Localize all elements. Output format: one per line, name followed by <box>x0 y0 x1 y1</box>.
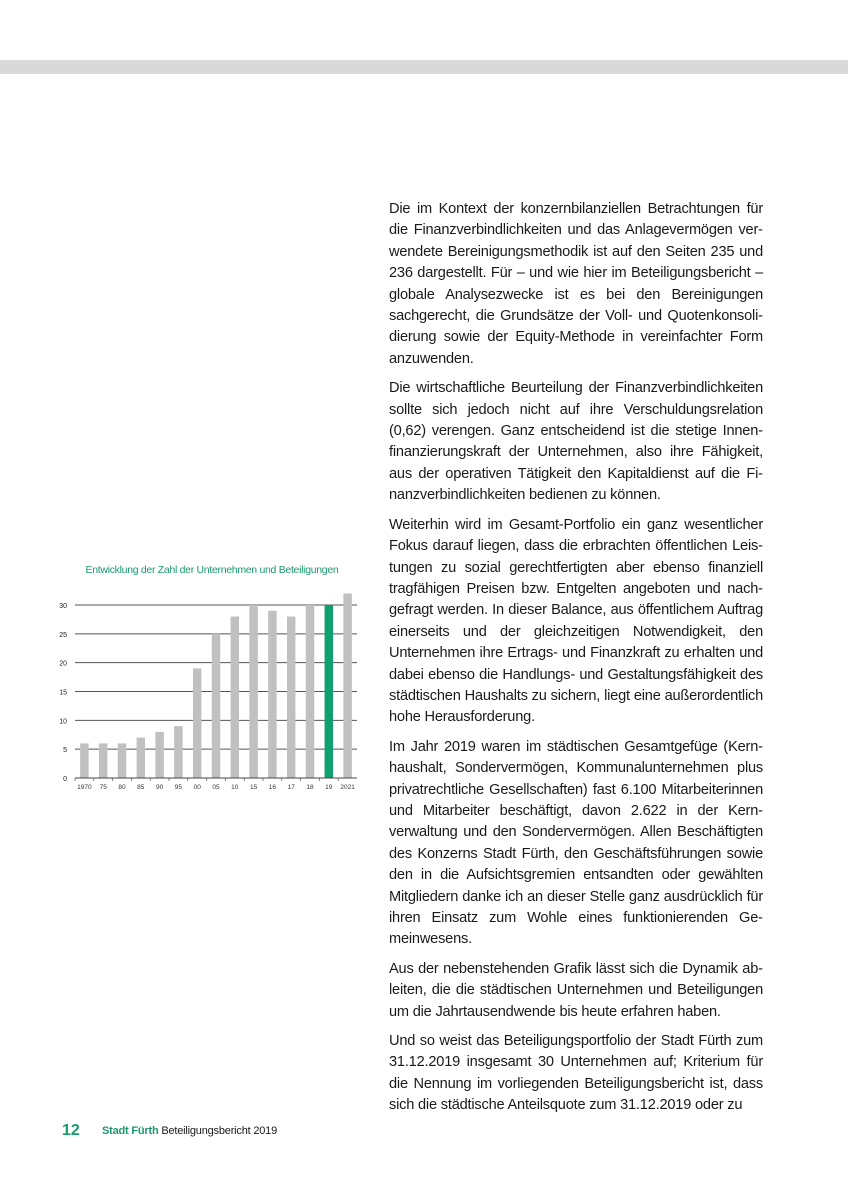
footer-report-name: Beteiligungsbericht 2019 <box>161 1125 278 1137</box>
x-tick-label: 15 <box>249 784 258 791</box>
x-tick-label: 00 <box>193 784 201 791</box>
x-tick-label: 1970 <box>77 784 92 791</box>
x-tick-label: 19 <box>325 784 333 791</box>
footer-brand: Stadt Fürth <box>102 1125 159 1137</box>
x-tick-label: 10 <box>231 784 239 791</box>
bar <box>80 743 88 778</box>
page-number: 12 <box>62 1122 80 1139</box>
bar <box>231 617 239 778</box>
paragraph: Die wirtschaftliche Beurteilung der Finanzverbindlichkeiten sollte sich jedoch nicht auf ihre Verschuldungsrelation (0,62) verengen. Ganz entscheidend ist die stetige Innenfinanzierungskraft der Unternehmen, also ihre Fähigkeit, aus der operativen Tätigkeit den Kapitaldienst auf die Finanzverbindlichkeiten bedienen zu können. <box>389 380 763 504</box>
y-tick-label: 10 <box>59 718 67 726</box>
bar <box>155 732 163 778</box>
x-tick-label: 90 <box>155 784 164 791</box>
bar <box>268 611 276 778</box>
x-tick-label: 95 <box>174 784 183 791</box>
paragraph: Aus der nebenstehenden Grafik lässt sich die Dynamik ableiten, die die städtischen Unternehmen und Beteiligungen um die Jahrtausendwende bis heute erfahren haben. <box>389 960 763 1020</box>
body-text-column <box>389 199 763 1125</box>
x-tick-label: 80 <box>118 784 126 791</box>
paragraph: Im Jahr 2019 waren im städtischen Gesamtgefüge (Kernhaushalt, Sondervermögen, Kommunalunternehmen plus privatrechtliche Gesellschaften) fast 6.100 Mitarbeiterinnen und Mitarbeiter beschäftigt, davon 2.622 in der Kernverwaltung und den Sondervermögen. Allen Beschäftigten des Konzerns Stadt Fürth, den Geschäftsführungen sowie den in die Aufsichtsgremien entsandten oder gewählten Mitgliedern danke ich an dieser Stelle ganz ausdrücklich für ihren Einsatz zum Wohle eines funktionierenden Gemeinwesens. <box>389 738 763 948</box>
header-bar <box>0 60 848 74</box>
bar <box>193 668 201 778</box>
y-tick-label: 5 <box>63 747 67 755</box>
x-tick-label: 16 <box>268 784 277 791</box>
bar <box>306 605 314 778</box>
bar-chart <box>55 590 360 800</box>
bar <box>118 743 126 778</box>
bar <box>287 617 295 778</box>
paragraph: Weiterhin wird im Gesamt-Portfolio ein ganz wesentlicher Fokus darauf liegen, dass die erbrachten öffentlichen Leistungen zu sozial gerechtfertigten aber ebenso finanziell tragfähigen Preisen bzw. Entgelten angeboten und nachgefragt werden. In dieser Balance, aus öffentlichem Auftrag einerseits und der gleichzeitigen Notwendigkeit, den Unternehmen ihre Ertrags- und Finanzkraft zu erhalten und dabei ebenso die Handlungs- und Gestaltungsfähigkeit des städtischen Haushalts zu sichern, liegt eine außerordentlich hohe Herausforderung. <box>389 516 763 726</box>
paragraph: Die im Kontext der konzernbilanziellen Betrachtungen für die Finanzverbindlichkeiten und das Anlagevermögen verwendete Bereinigungsmethodik ist auf den Seiten 235 und 236 dargestellt. Für – und wie hier im Beteiligungsbericht – globale Analysezwecke ist es bei den Bereinigungen sachgerecht, die Grundsätze der Voll- und Quotenkonsolidierung sowie der Equity-Methode in vereinfachter Form anzuwenden. <box>389 201 763 367</box>
bar <box>249 605 257 778</box>
x-tick-label: 05 <box>212 784 220 791</box>
y-tick-label: 20 <box>59 660 67 668</box>
bar <box>343 593 351 778</box>
x-tick-label: 85 <box>137 784 145 791</box>
y-tick-label: 0 <box>63 776 67 783</box>
bar <box>137 738 145 778</box>
x-tick-label: 2021 <box>340 784 355 791</box>
bar <box>99 743 107 778</box>
x-tick-label: 17 <box>287 784 295 791</box>
footer-title <box>102 1125 277 1137</box>
bar <box>212 634 220 778</box>
chart-title: Entwicklung der Zahl der Unternehmen und Beteiligungen <box>85 564 339 576</box>
y-tick-label: 15 <box>59 689 67 697</box>
y-tick-label: 25 <box>59 631 67 639</box>
bar-highlight <box>325 605 333 778</box>
x-tick-label: 75 <box>99 784 107 791</box>
paragraph: Und so weist das Beteiligungsportfolio der Stadt Fürth zum 31.12.2019 insgesamt 30 Unternehmen auf; Kriterium für die Nennung im vorliegenden Beteiligungsbericht ist, dass sich die städtische Anteilsquote zum 31.12.2019 oder zu <box>389 1033 763 1114</box>
y-tick-label: 30 <box>59 603 67 610</box>
bar <box>174 726 182 778</box>
x-tick-label: 18 <box>306 784 314 791</box>
